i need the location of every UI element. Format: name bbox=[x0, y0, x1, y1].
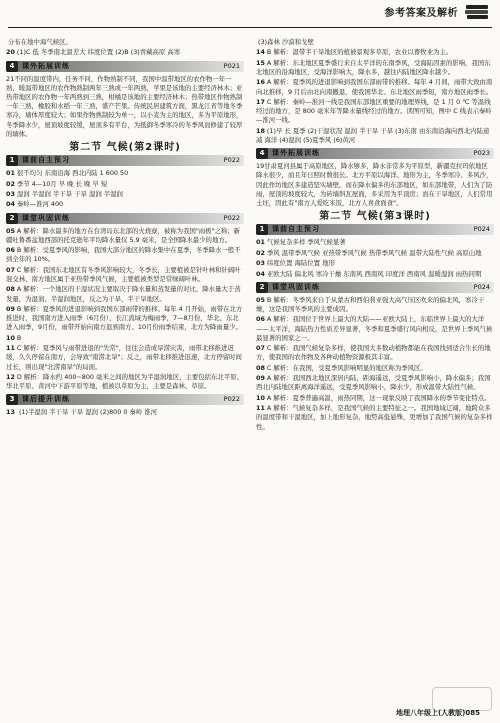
answer-item bbox=[256, 127, 494, 145]
answer-text: (1)早 长 夏季 (2)干湿状况 湿润 半干旱 干旱 (3)东南 由东南沿海向西北内陆递减 海洋 (4)湿润 (5)夏季风 (6)黄河 bbox=[256, 126, 490, 144]
answer-text: A 解析：一个地区的干湿状况主要取决于降水量和蒸发量的对比，降水量大于蒸发量，为湿润、半湿润地区，反之为干旱、半干旱地区。 bbox=[6, 285, 241, 303]
answer-text: B bbox=[16, 333, 22, 342]
section-number-badge: 4 bbox=[6, 61, 18, 72]
answer-text: (1)C 低 冬季南北温差大 纬度位置 (2)B (3)青藏高原 高寒 bbox=[16, 48, 181, 57]
answer-text: D 解析：降水约 400~800 毫米之间的地区为半湿润地区，主要包括东北平原、华北平原、黄河中下游平原等地，植被以草原为主，主要是森林、草原。 bbox=[6, 372, 243, 391]
answer-number: 04 bbox=[256, 269, 265, 278]
section-number-badge: 4 bbox=[256, 148, 268, 159]
section-bar-label: 课前自主预习 bbox=[272, 225, 320, 234]
answer-text: C 解析：在我国，受夏季风影响明显的地区称为季风区。 bbox=[266, 363, 427, 372]
answer-item bbox=[6, 48, 244, 57]
answer-item bbox=[256, 296, 494, 314]
left-practice-list bbox=[6, 227, 244, 392]
page-footer: 地理八年级上(人教版)085 bbox=[395, 709, 480, 717]
section-bar-improve bbox=[6, 394, 244, 405]
answer-text: C 解析：秦岭—淮河一线是我国东部地区重要的地理界线，是 1 月 0 ℃ 等温线经过的地方，是 800 毫米年等降水量线经过的地方。读图可知，图中 C 线表示秦岭—淮河一线。 bbox=[256, 97, 492, 125]
answer-item bbox=[256, 270, 494, 279]
answer-text: 湿润 半湿润 半干旱 干旱 湿润 半湿润 bbox=[16, 190, 123, 198]
section-title: 第二节 气候(第3课时) bbox=[319, 211, 431, 223]
answer-item bbox=[256, 374, 494, 392]
answer-item bbox=[6, 334, 244, 343]
answer-number: 03 bbox=[256, 259, 265, 268]
answer-item bbox=[256, 238, 494, 247]
answer-item bbox=[6, 305, 244, 333]
answer-item bbox=[6, 344, 244, 372]
answer-item bbox=[256, 38, 494, 47]
section-number-badge: 1 bbox=[6, 155, 18, 166]
section-number-badge: 2 bbox=[256, 282, 268, 293]
answer-item bbox=[256, 259, 494, 268]
answer-text: B 解析：冬季风来自于从蒙古和西伯利亚强大高气压区吹来的偏北风，寒冷干燥，这是我国冬季风的主要成因。 bbox=[256, 295, 485, 313]
section-page-ref: P024 bbox=[473, 282, 490, 291]
section-number-badge: 3 bbox=[6, 394, 18, 405]
section-bar-label: 课外拓展训练 bbox=[22, 61, 70, 70]
right-column bbox=[256, 38, 494, 433]
answer-item bbox=[256, 315, 494, 343]
answer-number: 05 bbox=[6, 226, 15, 235]
section-page-ref: P024 bbox=[473, 225, 490, 234]
answer-item bbox=[6, 246, 244, 264]
page-header bbox=[0, 0, 500, 40]
answer-text: A 解析：我国西北地区深居内陆，距海遥远，受夏季风影响小，降水偏多；我国西北内陆地区距离海洋遥远，受夏季风影响小，降水少，形成温带大陆性气候。 bbox=[256, 374, 491, 392]
section-bar-extension bbox=[256, 148, 494, 159]
answer-number: 04 bbox=[6, 200, 15, 209]
answer-number: 05 bbox=[256, 295, 265, 304]
answer-number: 13 bbox=[6, 408, 15, 417]
answer-paragraph: 19甘肃夏河县属于高原地区，降水够多，降水非常多为平原型，新疆克拉玛依地区降水很少，而且年日照时数很长。北方平原以海洋、地形为主，冬季寒冷、多风沙，因此作坊地区多建造坚实墙壁。而在降水偏多的东部地区，如东部地带，人们为了防雨，屋顶的坡度较大，为砖墙斜瓦屋面，多采用为平顶房；而在干旱地区，人们常用土坯，因此有"南方人爱吃米饭，北方人喜食面食"。 bbox=[256, 162, 493, 207]
answer-number: 08 bbox=[256, 363, 265, 372]
answer-text: A 解析：气候复杂多样，是我国气候的主要特征之一。我国地域辽阔，地跨众多的温度带和干湿地区，加上地形复杂，地势高低悬殊，更增加了我国气候的复杂多样性。 bbox=[256, 404, 493, 431]
answer-text: 季节 4—10月 早 晚 长 晚 早 短 bbox=[16, 179, 108, 188]
answer-number: 10 bbox=[6, 333, 15, 342]
section-bar-preview bbox=[6, 155, 244, 166]
answer-text: 亚欧大陆 偏北风 寒冷干燥 东南风 西南风 印度洋 西南风 温暖湿润 雨热同期 bbox=[266, 269, 482, 278]
answer-item bbox=[6, 169, 244, 178]
left-intro bbox=[6, 38, 244, 58]
section-bar-practice bbox=[256, 282, 494, 293]
answer-number: 11 bbox=[6, 344, 15, 353]
book-stack-icon bbox=[464, 2, 490, 22]
answer-number: 20 bbox=[6, 48, 15, 57]
answer-text: B 解析：受夏季风的影响，我国大部分地区的降水集中在夏季，冬季降水一般不到全年的 10%。 bbox=[6, 246, 241, 264]
section-bar-preview bbox=[256, 224, 494, 235]
answer-item bbox=[6, 408, 244, 417]
section-bar-extension bbox=[6, 61, 244, 72]
answer-item bbox=[6, 180, 244, 189]
answer-text: B 解析：温带半干旱地区的植被景观多草原，农业以畜牧业为主。 bbox=[266, 48, 453, 57]
answer-number: 16 bbox=[256, 78, 265, 87]
section-bar-label: 课前自主预习 bbox=[22, 156, 70, 165]
header-title: 参考答案及解析 bbox=[384, 8, 458, 19]
answer-number: 02 bbox=[6, 179, 15, 188]
answer-text: (3)森林 沙漠和戈壁 bbox=[258, 38, 314, 46]
answer-number: 09 bbox=[256, 374, 265, 383]
answer-text: 气候复杂多样 季风气候显著 bbox=[266, 238, 346, 247]
section-bar-label: 课外拓展训练 bbox=[272, 149, 320, 158]
answer-number: 17 bbox=[256, 97, 265, 106]
answer-paragraph: 21不同的温度带内，任务不同，作物熟制不同，我国中温带地区的农作物一年一熟，暖温带地区的农作物熟制两年三熟或一年两熟，苹果是该地的主要经济林木；亚热带地区的农作物一年两熟到三熟，柑橘是该地的主要经济林木；热带地区作物熟制一年三熟，橡胶和水稻一年三熟，盛产芒果。传统民居建筑方面，黑龙江省等地冬季寒冷，墙体厚度较大；如果作物熟制较为单一，以小麦为主的地区，多为平原地形，冬季降水少，屋顶坡度较缓，屋顶多有平台，为抵御冬季寒冷的冬季风而修建了较厚的墙体。 bbox=[6, 74, 243, 138]
section-title: 第二节 气候(第2课时) bbox=[69, 142, 181, 154]
answer-item bbox=[256, 344, 494, 362]
section-page-ref: P022 bbox=[223, 156, 240, 165]
answer-number: 03 bbox=[6, 190, 15, 198]
answer-number: 12 bbox=[6, 372, 15, 381]
answer-number: 01 bbox=[6, 169, 15, 178]
answer-item bbox=[6, 227, 244, 245]
answer-number: 14 bbox=[256, 48, 265, 57]
answer-text: (1)半湿润 半干旱 干旱 湿润 (2)800 0 秦岭 淮河 bbox=[18, 408, 158, 417]
answer-number: 01 bbox=[256, 238, 265, 247]
answer-item bbox=[6, 200, 244, 209]
section-number-badge: 2 bbox=[6, 213, 18, 224]
answer-number: 18 bbox=[256, 126, 265, 135]
answer-text: A 解析：夏季普遍高温，雨热同期，这一现象反映了我国降水的季节变化特点。 bbox=[266, 393, 491, 402]
answer-item bbox=[6, 373, 244, 391]
answer-text: C 解析：我国气候复杂多样，使我国大多数动植物都能在我国找到适合生长的地方，使我国的农作物及各种动植物资源极其丰富。 bbox=[256, 344, 491, 362]
section-bar-label: 课堂巩固训练 bbox=[22, 213, 70, 222]
answer-number: 10 bbox=[256, 393, 265, 402]
answer-number: 07 bbox=[6, 265, 15, 274]
right-practice-list bbox=[256, 296, 494, 432]
answer-item bbox=[256, 364, 494, 373]
answer-text: A 解析：我国位于世界上最大的大陆——亚欧大陆上，东临世界上最大的大洋——太平洋，海陆热力性质差异显著，冬季和夏季盛行风向相反，是世界上季风气候最显著的国家之一。 bbox=[256, 315, 493, 342]
left-preview-list bbox=[6, 169, 244, 209]
answer-number: 06 bbox=[6, 246, 15, 255]
section-page-ref: P023 bbox=[473, 149, 490, 158]
answer-item bbox=[256, 48, 494, 57]
answer-item bbox=[256, 98, 494, 126]
answer-item bbox=[6, 266, 244, 284]
answer-text: B 解析：夏季风的进退影响到我国东部雨带的推移。每年 4 月开始，雨带在北方推进时，我国南方进入雨季（6月份），长江流域为梅雨季，7—8月份，华北、东北进入雨季，9月份，雨带开始向南方退到南方。10月份雨季结束，北方为降雨量少。 bbox=[6, 304, 243, 332]
answer-item bbox=[6, 190, 244, 199]
answer-text: 很不均匀 东南沿海 西北内陆 1 600 50 bbox=[16, 169, 129, 178]
answer-text: C 解析：夏季风与雨带进退的"失常"，往往会造成旱涝灾害，雨带北移推进迟缓，久久停留在南方，会导致"南涝北旱"；反之，雨带北移推进迅速，北方停留时间过长，则出现"北涝南旱"的局面。 bbox=[6, 344, 242, 371]
answer-number: 09 bbox=[6, 304, 15, 313]
answer-number: 08 bbox=[6, 285, 15, 294]
right-top-list bbox=[256, 38, 494, 145]
header-rule bbox=[8, 27, 492, 28]
answer-item bbox=[256, 404, 494, 432]
answer-text: 秦岭—淮河 400 bbox=[16, 200, 64, 209]
answer-text: A 解析：降水最多的地方在台湾岛东北部的火烧寮，被称为我国"雨极"之称；新疆吐鲁番盆地西部的托克逊年平均降水量仅 5.9 毫米，是全国降水最少的地方。 bbox=[6, 226, 241, 244]
answer-text: 分布在地中海气候区。 bbox=[8, 38, 72, 46]
answer-item bbox=[6, 285, 244, 303]
section-page-ref: P022 bbox=[223, 395, 240, 404]
right-preview-list bbox=[256, 238, 494, 278]
answer-number: 11 bbox=[256, 404, 265, 413]
section-bar-practice bbox=[6, 213, 244, 224]
answer-number: 06 bbox=[256, 315, 265, 324]
answer-text: 纬度位置 海陆位置 地形 bbox=[266, 259, 335, 268]
answer-item bbox=[6, 38, 244, 47]
answer-item bbox=[256, 249, 494, 258]
answer-number: 07 bbox=[256, 344, 265, 353]
answer-text: 季风 温带季风气候 亚热带季风气候 热带季风气候 温带大陆性气候 高原山地 bbox=[266, 248, 482, 257]
section-bar-label: 课后提升训练 bbox=[22, 395, 70, 404]
answer-number: 15 bbox=[256, 58, 265, 67]
answer-number: 02 bbox=[256, 248, 265, 257]
answer-text: C 解析：我国东北地区有冬季风影响较大，冬季长，主要植被是针叶林和针阔叶混交林，南方地区属于亚热带季风气候，主要植被类型是常绿阔叶林。 bbox=[6, 265, 241, 283]
left-column bbox=[6, 38, 244, 419]
section-number-badge: 1 bbox=[256, 224, 268, 235]
answer-item bbox=[256, 78, 494, 96]
answer-item bbox=[256, 394, 494, 403]
section-page-ref: P021 bbox=[223, 61, 240, 70]
answer-text: A 解析：东北地区夏季盛行来自太平洋的东南季风，受海陆因素的影响，我国东北地区的沿海地区，受海洋影响大，降水多，越往内陆地区降水越少。 bbox=[256, 58, 491, 76]
answer-text: A 解析：夏季风的进退影响到我国东部雨带的推移。每年 4 月间，雨带大致由南向北推移，9 月后由北向南撤退，使我国华北、东北地区雨季短，南方地区雨季长。 bbox=[256, 78, 493, 96]
section-page-ref: P022 bbox=[223, 213, 240, 222]
section-bar-label: 课堂巩固训练 bbox=[272, 282, 320, 291]
answer-item bbox=[256, 59, 494, 77]
